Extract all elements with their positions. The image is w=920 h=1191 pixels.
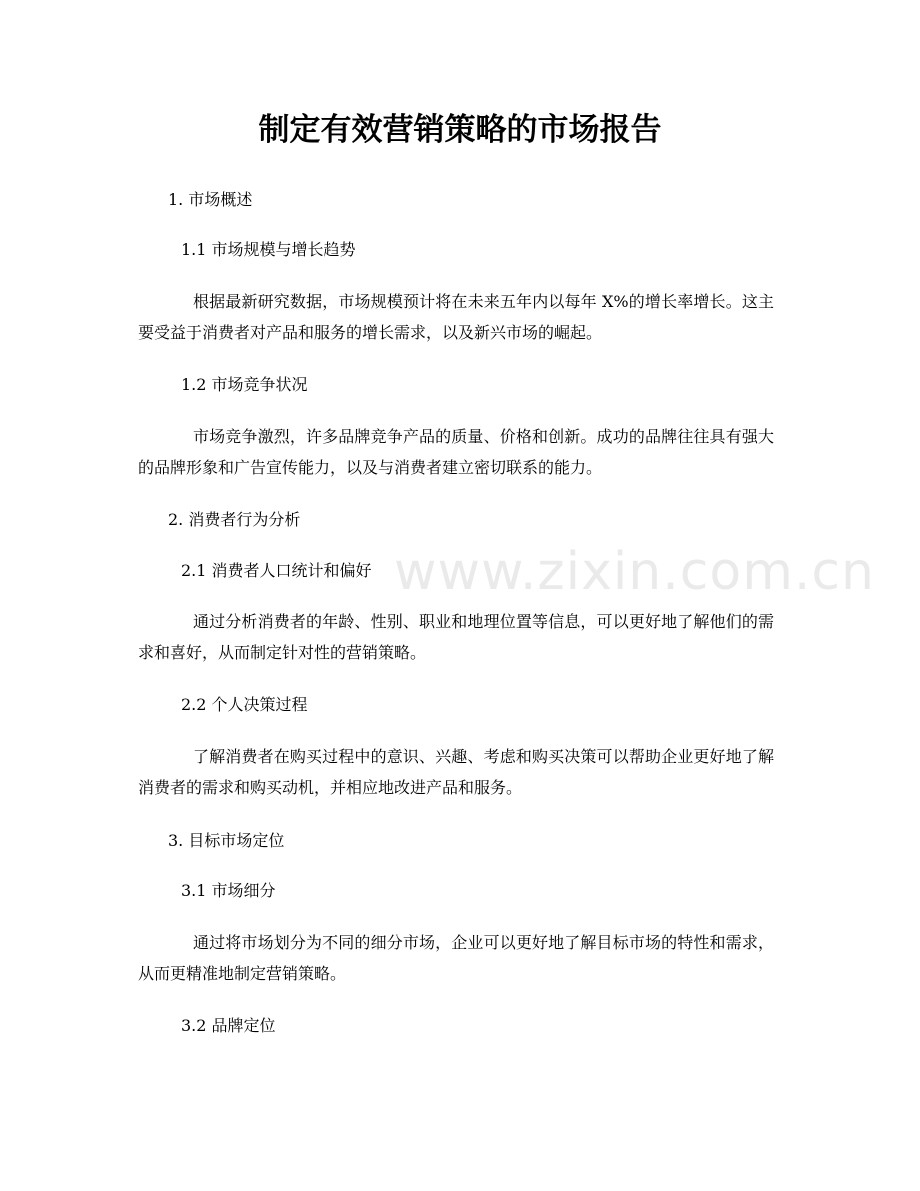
document-title: 制定有效营销策略的市场报告: [258, 112, 662, 148]
subsection-heading-3-1: 3.1 市场细分: [181, 881, 276, 900]
paragraph-1-2: 市场竞争激烈，许多品牌竞争产品的质量、价格和创新。成功的品牌往往具有强大的品牌形象和广告宣传能力，以及与消费者建立密切联系的能力。: [138, 427, 774, 477]
section-heading-2: 2. 消费者行为分析: [168, 510, 301, 529]
subsection-heading-1-2: 1.2 市场竞争状况: [181, 375, 308, 394]
paragraph-2-1: 通过分析消费者的年龄、性别、职业和地理位置等信息，可以更好地了解他们的需求和喜好，从而制定针对性的营销策略。: [138, 612, 774, 662]
subsection-heading-2-1: 2.1 消费者人口统计和偏好: [181, 561, 372, 580]
paragraph-1-1: 根据最新研究数据，市场规模预计将在未来五年内以每年 X%的增长率增长。这主要受益于消费者对产品和服务的增长需求，以及新兴市场的崛起。: [138, 292, 774, 342]
subsection-heading-2-2: 2.2 个人决策过程: [181, 695, 308, 714]
section-heading-1: 1. 市场概述: [168, 190, 253, 209]
section-heading-3: 3. 目标市场定位: [168, 831, 285, 850]
subsection-heading-3-2: 3.2 品牌定位: [181, 1016, 276, 1035]
paragraph-2-2: 了解消费者在购买过程中的意识、兴趣、考虑和购买决策可以帮助企业更好地了解消费者的需求和购买动机，并相应地改进产品和服务。: [138, 747, 774, 797]
watermark-text: www.zixin.com.cn: [394, 542, 875, 602]
subsection-heading-1-1: 1.1 市场规模与增长趋势: [181, 240, 356, 259]
paragraph-3-1: 通过将市场划分为不同的细分市场，企业可以更好地了解目标市场的特性和需求，从而更精准地制定营销策略。: [138, 933, 774, 983]
